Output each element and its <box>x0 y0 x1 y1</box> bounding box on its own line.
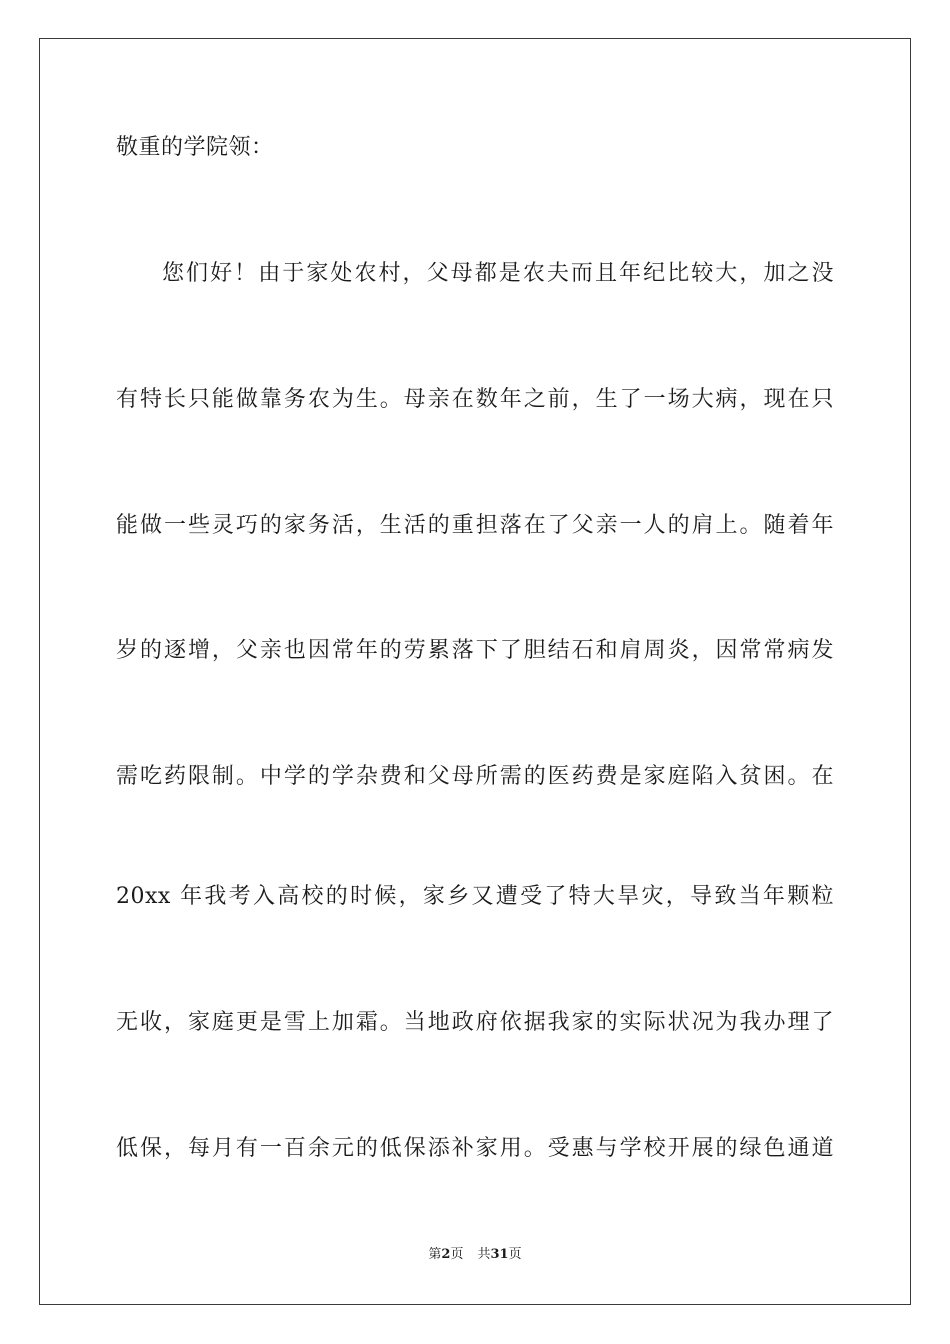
total-suffix: 页 <box>508 1247 522 1262</box>
page-indicator <box>428 1246 463 1264</box>
paragraph-line-1: 您们好！由于家处农村，父母都是农夫而且年纪比较大，加之没 <box>162 261 834 286</box>
total-pages: 31 <box>490 1247 509 1262</box>
paragraph-line-7: 无收，家庭更是雪上加霜。当地政府依据我家的实际状况为我办理了 <box>116 1010 834 1035</box>
salutation: 敬重的学院领： <box>116 135 274 160</box>
paragraph-line-6: 20xx 年我考入高校的时候，家乡又遭受了特大旱灾，导致当年颗粒 <box>116 884 834 909</box>
paragraph-line-8: 低保，每月有一百余元的低保添补家用。受惠与学校开展的绿色通道 <box>116 1136 834 1161</box>
total-pages-indicator <box>477 1246 521 1264</box>
paragraph-line-3: 能做一些灵巧的家务活，生活的重担落在了父亲一人的肩上。随着年 <box>116 513 834 538</box>
total-prefix: 共 <box>477 1247 491 1262</box>
paragraph-line-4: 岁的逐增，父亲也因常年的劳累落下了胆结石和肩周炎，因常常病发 <box>116 638 834 663</box>
page-border <box>39 38 911 1305</box>
page-prefix: 第 <box>428 1247 442 1262</box>
paragraph-line-5: 需吃药限制。中学的学杂费和父母所需的医药费是家庭陷入贫困。在 <box>116 764 834 789</box>
paragraph-line-2: 有特长只能做靠务农为生。母亲在数年之前，生了一场大病，现在只 <box>116 387 834 412</box>
page-footer <box>0 1246 950 1264</box>
page-number: 2 <box>441 1247 451 1262</box>
page-suffix: 页 <box>450 1247 464 1262</box>
